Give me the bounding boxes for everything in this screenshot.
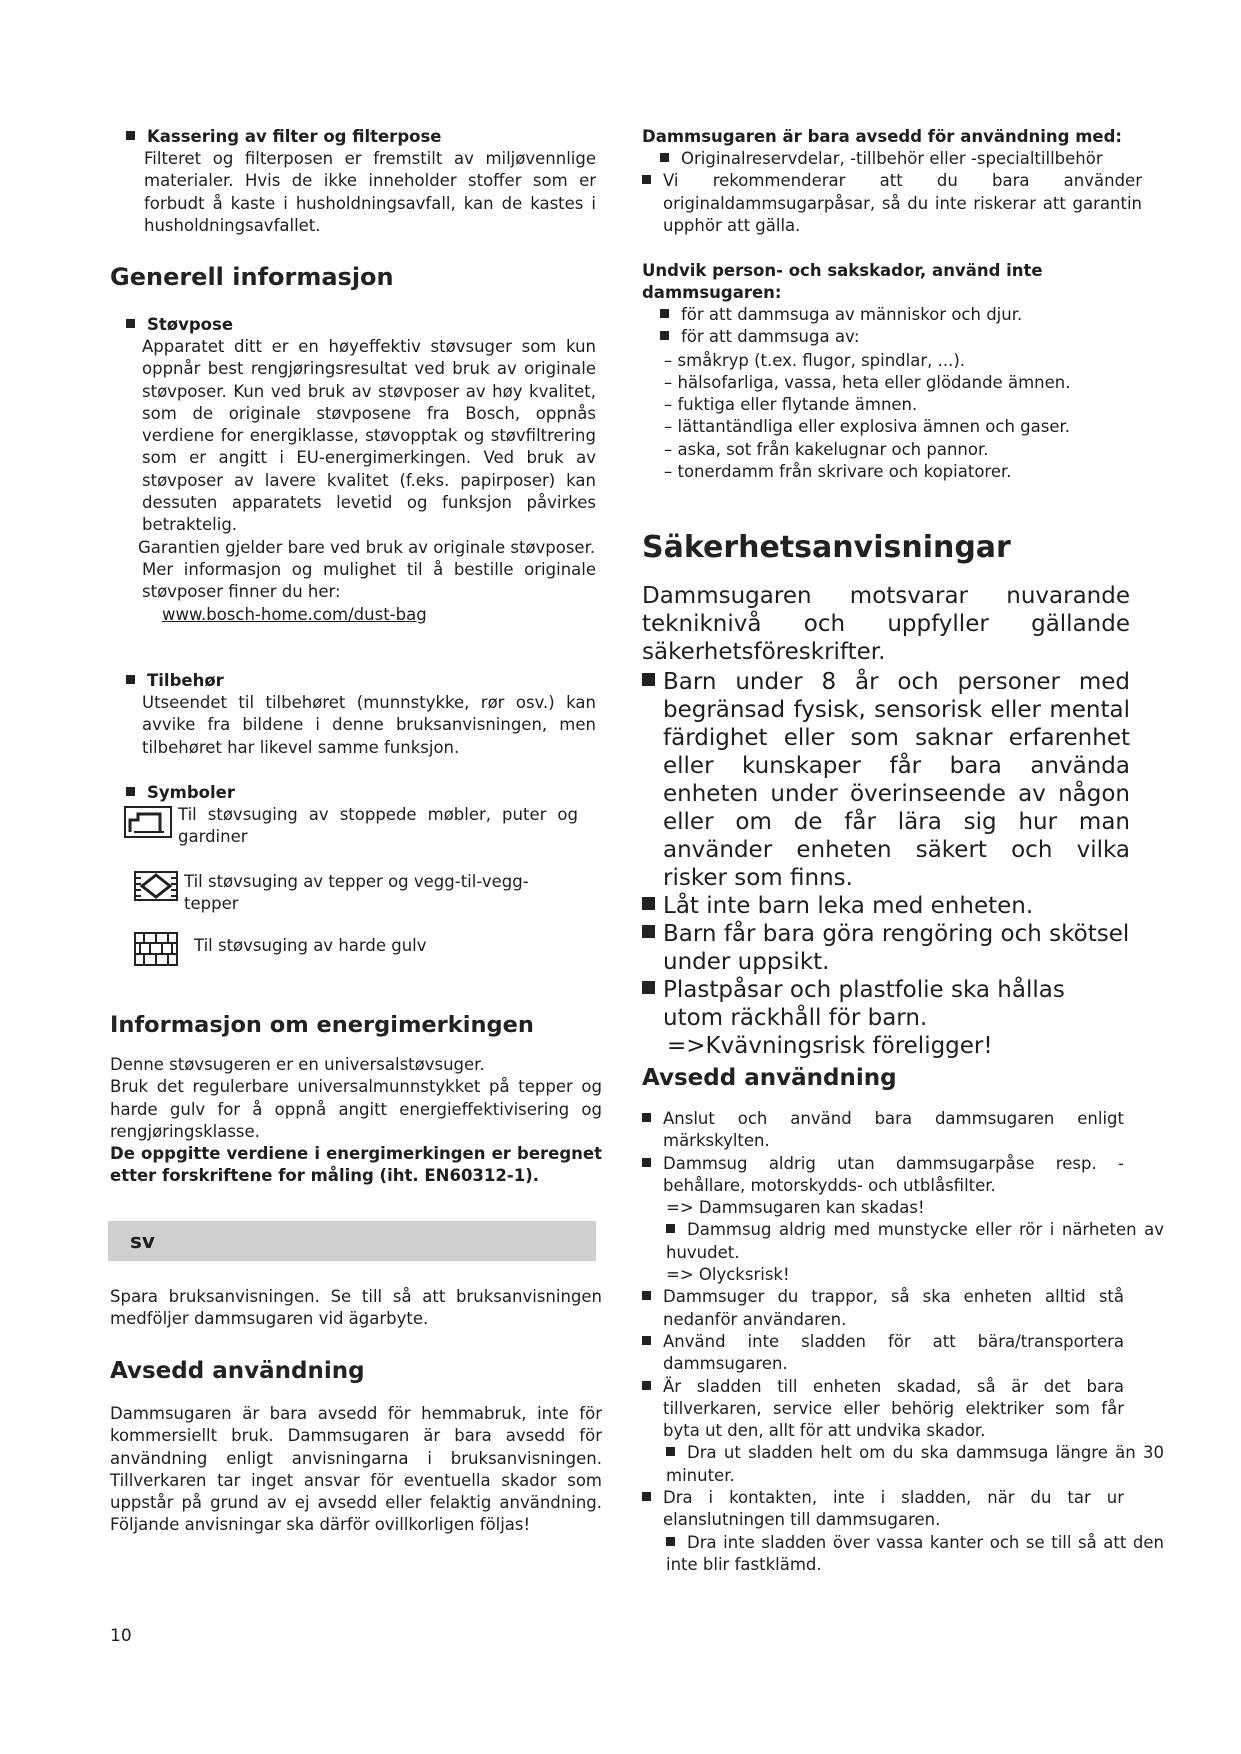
bullet-icon (642, 1158, 651, 1167)
endast-item1: Originalreservdelar, -tillbehör eller -specialtillbehör (660, 148, 1142, 170)
page-number: 10 (110, 1626, 132, 1646)
section-tilbehor (126, 670, 596, 759)
energi-line1: Denne støvsugeren er en universalstøvsuger. (110, 1055, 485, 1074)
dust-bag-link[interactable]: www.bosch-home.com/dust-bag (162, 604, 427, 624)
bullet-icon (126, 131, 135, 140)
avsedd-i3-note: => Olycksrisk! (666, 1265, 790, 1285)
hard-floor-icon (134, 932, 178, 966)
avsedd-i7: Dra ut sladden helt om du ska dammsuga längre än 30 minuter. (666, 1443, 1164, 1485)
undvik-dash6: – tonerdamm från skrivare och kopiatorer. (664, 462, 1012, 482)
upholstery-icon (124, 806, 172, 838)
avsedd-title-right: Avsedd användning (642, 1065, 897, 1091)
bullet-icon (660, 153, 669, 162)
sakerhet-b3: Barn får bara göra rengöring och skötsel under uppsikt. (642, 920, 1130, 976)
undvik-item2: för att dammsuga av: (660, 326, 1142, 348)
sakerhet-b4: Plastpåsar och plastfolie ska hållas utom räckhåll för barn. (642, 976, 1130, 1032)
tilbehor-text: Utseendet til tilbehøret (munnstykke, rør osv.) kan avvike fra bildene i denne bruksanvisningen, men tilbehøret har likevel samme funksjon. (142, 693, 596, 757)
avsedd-i3: Dammsug aldrig med munstycke eller rör i närheten av huvudet. (666, 1220, 1164, 1262)
dust-bag-link-line (142, 604, 596, 626)
undvik-item1: för att dammsuga av människor och djur. (660, 304, 1142, 326)
symbol-upholstery-text: Til støvsuging av stoppede møbler, puter og gardiner (178, 805, 578, 847)
bullet-icon (660, 331, 669, 340)
bullet-icon (660, 309, 669, 318)
symboler-heading: Symboler (126, 782, 596, 804)
energi-title: Informasjon om energimerkingen (110, 1012, 534, 1038)
endast-heading: Dammsugaren är bara avsedd för användning med: (642, 127, 1123, 146)
bullet-icon (666, 1447, 675, 1456)
bullet-icon (642, 1336, 651, 1345)
section-undvik (642, 260, 1142, 483)
undvik-dash5: – aska, sot från kakelugnar och pannor. (664, 439, 989, 459)
language-tag: sv (130, 1229, 155, 1253)
bullet-icon (666, 1537, 675, 1546)
section-stovpose (126, 314, 596, 626)
garanti-text: Garantien gjelder bare ved bruk av originale støvposer. (138, 537, 596, 557)
spara-text: Spara bruksanvisningen. Se till så att bruksanvisningen medföljer dammsugaren vid ägarbyte. (110, 1287, 602, 1329)
symbol-hard-floor-text: Til støvsuging av harde gulv (194, 936, 427, 955)
kassering-text: Filteret og filterposen er fremstilt av miljøvennlige materialer. Hvis de ikke inneholder stoffer som er forbudt å kaste i husholdningsavfall, kan de kastes i husholdningsavfallet. (144, 149, 596, 235)
language-tag-bar (108, 1221, 596, 1261)
avsedd-title-left: Avsedd användning (110, 1358, 365, 1384)
avsedd-i4: Dammsuger du trappor, så ska enheten alltid stå nedanför användaren. (642, 1286, 1164, 1331)
sakerhet-b4-note: =>Kvävningsrisk föreligger! (667, 1033, 993, 1059)
bullet-icon (666, 1224, 675, 1233)
avsedd-i1: Anslut och använd bara dammsugaren enligt märkskylten. (642, 1108, 1164, 1153)
section-symboler (126, 782, 596, 1002)
sakerhet-b2: Låt inte barn leka med enheten. (642, 892, 1130, 920)
undvik-dash2: – hälsofarliga, vassa, heta eller glödande ämnen. (664, 372, 1071, 392)
avsedd-i8: Dra i kontakten, inte i sladden, när du tar ur elanslutningen till dammsugaren. (642, 1487, 1164, 1532)
bullet-icon (126, 319, 135, 328)
sakerhet-intro: Dammsugaren motsvarar nuvarande tekniknivå och uppfyller gällande säkerhetsföreskrifter. (642, 583, 1130, 665)
kassering-heading: Kassering av filter og filterpose (126, 126, 596, 148)
bullet-icon (642, 1291, 651, 1300)
bullet-icon (642, 925, 655, 938)
bullet-icon (642, 981, 655, 994)
section-energi (110, 1054, 602, 1188)
symbol-carpet-text: Til støvsuging av tepper og vegg-til-vegg-tepper (184, 872, 529, 914)
bullet-icon (126, 675, 135, 684)
bullet-icon (642, 1381, 651, 1390)
section-kassering (126, 126, 596, 237)
mer-info-text: Mer informasjon og mulighet til å bestille originale støvposer finner du her: (142, 559, 596, 602)
avsedd-i2-note: => Dammsugaren kan skadas! (666, 1198, 925, 1218)
avsedd-i6: Är sladden till enheten skadad, så är det bara tillverkaren, service eller behörig elektriker som får byta ut den, allt för att undvika skador. (642, 1376, 1164, 1443)
undvik-dash4: – lättantändliga eller explosiva ämnen och gaser. (664, 417, 1070, 437)
section-endast (642, 126, 1142, 237)
sakerhet-title: Säkerhetsanvisningar (642, 530, 1011, 565)
avsedd-i5: Använd inte sladden för att bära/transportera dammsugaren. (642, 1331, 1164, 1376)
stovpose-heading: Støvpose (126, 314, 596, 336)
undvik-heading: Undvik person- och sakskador, använd inte dammsugaren: (642, 261, 1043, 302)
stovpose-text: Apparatet ditt er en høyeffektiv støvsuger som kun oppnår best rengjøringsresultat ved bruk av originale støvposer. Kun ved bruk av støvposer av høy kvalitet, som de originale støvposene fra Bosch, oppnås verdiene for energiklasse, støvopptak og støvfiltrering som er angitt i EU-energimerkingen. Ved bruk av støvposer av lavere kvalitet (f.eks. papirposer) kan dessuten apparatets levetid og funksjon påvirkes betraktelig. (142, 337, 596, 535)
energi-bold-text: De oppgitte verdiene i energimerkingen er beregnet etter forskriftene for måling (iht. EN60312-1). (110, 1144, 602, 1186)
avsedd-i2: Dammsug aldrig utan dammsugarpåse resp. -behållare, motorskydds- och utblåsfilter. (642, 1153, 1164, 1198)
carpet-icon (134, 870, 178, 902)
avsedd-i9: Dra inte sladden över vassa kanter och se till så att den inte blir fastklämd. (666, 1532, 1164, 1574)
energi-text: Bruk det regulerbare universalmunnstykket på tepper og harde gulv for å oppnå angitt energieffektivisering og rengjøringsklasse. (110, 1077, 602, 1141)
bullet-icon (642, 1113, 651, 1122)
bullet-icon (642, 897, 655, 910)
bullet-icon (642, 175, 651, 184)
sakerhet-b1: Barn under 8 år och personer med begränsad fysisk, sensorisk eller mental färdighet eller som saknar erfarenhet eller kunskaper får bara använda enheten under överinseende av någon eller om de får lära sig hur man använder enheten säkert och vilka risker som finns. (642, 668, 1130, 892)
undvik-dash1: – småkryp (t.ex. flugor, spindlar, ...). (664, 350, 966, 370)
section-avsedd-right (642, 1108, 1164, 1576)
section-sakerhet (642, 582, 1130, 1060)
avsedd-text-left: Dammsugaren är bara avsedd för hemmabruk, inte för kommersiellt bruk. Dammsugaren är bara avsedd för användning enligt anvisningarna i bruksanvisningen. Tillverkaren tar inget ansvar för eventuella skador som uppstår på grund av ej avsedd eller felaktig användning. Följande anvisningar ska därför ovillkorligen följas! (110, 1404, 602, 1535)
undvik-dash3: – fuktiga eller flytande ämnen. (664, 395, 918, 415)
generell-title: Generell informasjon (110, 263, 394, 291)
tilbehor-heading: Tilbehør (126, 670, 596, 692)
bullet-icon (642, 673, 655, 686)
endast-item2: Vi rekommenderar att du bara använder originaldammsugarpåsar, så du inte riskerar att garantin upphör att gälla. (642, 170, 1142, 237)
bullet-icon (126, 787, 135, 796)
bullet-icon (642, 1492, 651, 1501)
